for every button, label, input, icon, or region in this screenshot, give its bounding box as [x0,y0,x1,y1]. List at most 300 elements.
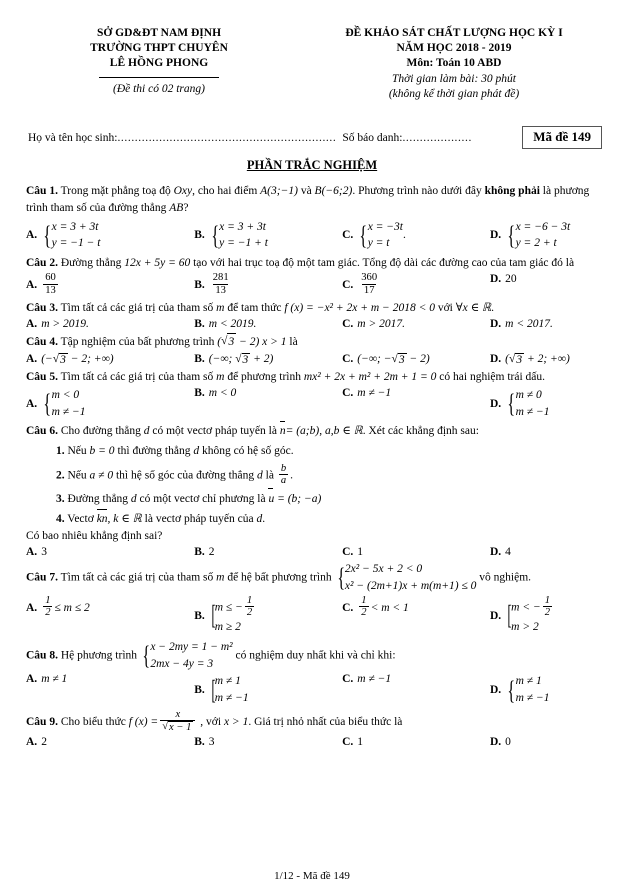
question-6-statements [26,443,606,528]
q4-opt-b-pre: (−∞; [208,352,236,365]
q1-opt-c-tail: . [403,229,406,242]
q2-opt-d-letter: D. [489,273,502,286]
q8-system: { x − 2my = 1 − m² 2mx − 4y = 3 [140,639,233,672]
q5-opt-d-letter: D. [489,397,502,410]
q7-opt-b-row2: m ≥ 2 [214,621,241,634]
q1-opt-a-system: { x = 3 + 3t y = −1 − t [41,219,100,252]
question-8 [26,639,606,707]
q3-opt-b-letter: B. [194,318,205,331]
q4-t3: là [289,336,298,349]
q3-opt-a-value: m > 2019. [41,318,89,331]
q6-prompt: Có bao nhiêu khẳng định sai? [26,530,163,543]
questions-container [0,183,624,748]
q6-s2-end: . [290,469,293,482]
q3-t7: . [491,302,495,315]
q5-equation: mx² + 2x + m² + 2m + 1 = 0 [303,370,437,383]
question-9 [26,710,606,748]
q7-opt-d-row1-pre: m < − [511,601,541,614]
q8-opt-a-value: m ≠ 1 [41,673,68,686]
q6-s4-num: 4. [56,512,65,525]
q3-param: m [216,302,225,315]
q4-opt-a-letter: A. [26,353,38,366]
q7-opt-d-cases: [ m < − $\frac{1}{2}$ m > 2 [505,596,554,637]
q8-opt-d-row1: m ≠ 1 [515,675,542,688]
q2-t3: tạo với hai trục toạ độ một tam giác. Tổng độ dài các đường cao của tam giác đó là [193,257,575,269]
q4-option-b[interactable] [194,353,342,366]
q1-option-d[interactable] [490,219,606,252]
q6-s2-num: 2. [56,469,65,482]
q1-opt-b-row2: y = −1 + t [219,237,268,250]
q4-option-c[interactable] [342,353,490,366]
q6-s1-tail: không có hệ số góc. [201,445,294,458]
q6-statement-4 [56,511,606,528]
q9-option-c[interactable] [342,736,490,748]
q1-opt-c-row1: x = −3t [367,220,404,233]
q5-option-d[interactable] [490,387,606,420]
q1-opt-b-system: { x = 3 + 3t y = −1 + t [209,219,268,252]
q1-pointA: A(3;−1) [260,185,298,198]
q6-option-a[interactable] [26,546,194,558]
q5-opt-c-value: m ≠ −1 [357,386,392,399]
q7-sys-row2: x² − (2m+1)x + m(m+1) ≤ 0 [344,579,477,592]
q4-opt-c-letter: C. [342,353,354,366]
q7-opt-b-cases: [ m ≤ − $\frac{1}{2}$ m ≥ 2 [209,596,256,637]
student-info-row [0,126,624,149]
question-4 [26,333,606,365]
q7-opt-a-post: ≤ m ≤ 2 [54,601,90,614]
q6-opt-d-value: 4 [505,546,511,559]
q7-opt-a-num: 1 [45,594,51,606]
q5-opt-d-row1: m ≠ 0 [515,388,542,401]
q4-opt-a-root: 3 [60,353,66,366]
q7-option-d[interactable] [490,596,606,637]
q7-opt-d-row1-den: 2 [544,607,551,618]
q7-opt-d-letter: D. [489,609,502,622]
question-1-text [26,183,606,218]
q1-option-a[interactable] [26,219,194,252]
q2-opt-b-fraction [211,272,231,296]
q4-opt-b-interval: (−∞; √ 3 + 2) [208,352,274,366]
q7-opt-b-row1-den: 2 [246,607,253,618]
q9-opt-c-value: 1 [357,735,364,748]
q1-opt-c-system: { x = −3t y = t [357,219,403,252]
q3-opt-a-letter: A. [26,318,38,331]
q6-t3: có một vectơ pháp tuyến là [152,425,277,438]
q3-opt-d-letter: D. [489,318,502,331]
q8-opt-c-value: m ≠ −1 [357,673,392,686]
q7-opt-c-den: 2 [361,607,367,618]
question-1-label: Câu 1. [26,185,58,198]
q2-option-c[interactable] [342,273,490,297]
q6-option-d[interactable] [490,546,606,558]
q6-s4-scaled-vector: kn [97,511,108,528]
q5-option-b[interactable] [194,387,342,399]
question-6-options [26,546,606,558]
q7-option-b[interactable] [194,596,342,637]
q7-opt-b-row1-num: 1 [246,594,253,606]
question-1-options [26,219,606,252]
q8-opt-b-row2: m ≠ −1 [214,692,249,705]
q3-t3: để tam thức [227,302,282,315]
q6-s3-direction-vector: u [268,491,274,508]
q1-t10: ? [183,202,189,215]
q4-opt-c-post: − 2) [406,352,430,365]
q5-option-c[interactable] [342,387,490,399]
section-title: PHẦN TRẮC NGHIỆM [246,158,378,173]
q5-param: m [216,370,225,383]
q6-t6: , [319,425,323,438]
q6-opt-c-value: 1 [357,546,364,559]
q1-t3: , cho hai điểm [192,185,258,198]
q7-option-a[interactable] [26,596,194,620]
q6-s4-mid: , k ∈ ℝ [107,512,142,525]
question-2-options [26,273,606,297]
q6-s3-tail: = (b; −a) [277,492,322,505]
q2-opt-a-den: 13 [45,284,56,296]
q2-t1: Đường thẳng [60,257,122,269]
exam-header [314,26,594,102]
question-3-options [26,318,606,330]
question-2 [26,255,606,297]
question-4-text [26,333,606,351]
q6-opt-b-value: 2 [208,546,215,559]
q4-inequality: ( √ 3 − 2) x > 1 [217,336,286,348]
q2-opt-b-letter: B. [194,279,205,292]
q8-opt-c-letter: C. [342,673,354,686]
q3-option-c[interactable] [342,318,490,330]
q8-opt-b-row1: m ≠ 1 [214,675,241,688]
q5-opt-b-letter: B. [194,386,205,399]
q9-frac-den: x − 1 [169,722,192,734]
question-3-text [26,300,606,317]
q4-opt-d-letter: D. [489,353,502,366]
q6-opt-d-letter: D. [489,546,502,559]
student-name-label: Họ và tên học sinh: [28,131,118,144]
q4-opt-d-pre: ( [505,352,509,365]
q4-opt-d-interval: ( √ 3 + 2; +∞) [505,352,570,366]
q6-line: d [143,425,150,438]
q6-s1-post: thì đường thẳng [117,445,191,458]
q9-option-d[interactable] [490,736,606,748]
q7-opt-a-letter: A. [26,601,38,614]
q6-t8: . Xét các khẳng định sau: [362,425,479,438]
question-6-text [26,423,606,440]
department-name: SỞ GD&ĐT NAM ĐỊNH [96,27,222,39]
q1-opt-a-row2: y = −1 − t [51,237,101,250]
q7-system: { 2x² − 5x + 2 < 0 x² − (2m+1)x + m(m+1) ≤ 0 [335,561,477,594]
page-count-note: (Đề thi có 02 trang) [113,82,205,95]
q2-opt-a-letter: A. [26,279,38,292]
q2-option-b[interactable] [194,273,342,297]
q6-s2-fraction [279,463,288,487]
q1-opt-d-row1: x = −6 − 3t [515,220,571,233]
q9-opt-d-value: 0 [505,735,511,748]
q6-s2-tail: là [265,469,274,482]
q8-opt-d-row2: m ≠ −1 [515,692,550,705]
q5-opt-d-row2: m ≠ −1 [515,405,550,418]
q7-opt-c-post: < m < 1 [370,601,409,614]
q9-opt-b-value: 3 [208,735,215,748]
q8-opt-d-system: { m ≠ 1 m ≠ −1 [505,673,549,706]
question-5-label: Câu 5. [26,370,58,383]
q5-opt-c-letter: C. [342,386,354,399]
q6-t1: Cho đường thẳng [60,425,141,438]
question-9-label: Câu 9. [26,715,58,728]
q8-sys-row1: x − 2my = 1 − m² [150,641,233,654]
q1-t1: Trong mặt phẳng toạ độ [60,185,171,198]
q1-option-b[interactable] [194,219,342,252]
q4-opt-b-post: + 2) [250,352,274,365]
q9-option-b[interactable] [194,736,342,748]
q6-s3-post: có một vectơ chỉ phương là [139,492,266,505]
q5-opt-a-row1: m < 0 [51,388,80,401]
student-name-field[interactable]: ............................................................... [117,131,337,144]
q2-opt-c-letter: C. [342,279,354,292]
school-year: NĂM HỌC 2018 - 2019 [396,42,512,55]
q8-option-c[interactable] [342,673,490,685]
q7-param: m [216,571,225,584]
question-3-label: Câu 3. [26,302,58,315]
q6-statement-3 [56,491,606,508]
q9-opt-d-letter: D. [489,735,502,748]
q5-opt-a-letter: A. [26,397,38,410]
q4-opt-c-root: 3 [398,353,405,366]
q8-opt-d-letter: D. [489,684,502,697]
q1-opt-c-row2: y = t [367,237,390,250]
q7-t4: vô nghiệm. [479,571,532,584]
question-8-options [26,673,606,706]
q5-opt-a-row2: m ≠ −1 [51,405,86,418]
q9-t1: Cho biểu thức [60,715,126,728]
question-5 [26,369,606,421]
q3-t5: với [437,302,453,315]
q8-sys-row2: 2mx − 4y = 3 [150,657,214,670]
question-3 [26,300,606,330]
q4-t1: Tập nghiệm của bất phương trình [60,336,215,349]
q4-opt-d-post: + 2; +∞) [524,352,570,365]
q6-option-b[interactable] [194,546,342,558]
question-7-options [26,596,606,637]
q6-s2-cond: a ≠ 0 [89,469,114,482]
q8-option-b[interactable] [194,673,342,706]
q7-option-c[interactable] [342,596,490,620]
q5-t1: Tìm tất cả các giá trị của tham số [60,370,214,383]
question-7-label: Câu 7. [26,571,58,584]
student-id-label: Số báo danh: [342,131,403,144]
q7-opt-d-row1-num: 1 [544,594,551,606]
q7-opt-c-letter: C. [342,601,354,614]
subject-line: Môn: Toán 10 ABD [406,57,502,70]
q6-s4-post: là vectơ pháp tuyến của [144,512,254,525]
q8-t1: Hệ phương trình [60,649,138,662]
q4-option-a[interactable] [26,353,194,366]
question-7 [26,561,606,636]
q8-opt-b-cases: [ m ≠ 1 m ≠ −1 [209,673,249,706]
q9-opt-b-letter: B. [194,735,205,748]
q2-opt-d-value: 20 [505,273,517,286]
q1-coordsys: Oxy [173,185,193,198]
question-8-text [26,639,606,672]
q9-t3: , với [200,715,222,728]
q7-t1: Tìm tất cả các giá trị của tham số [60,571,214,584]
q9-condition: x > 1 [223,715,249,728]
school-name: LÊ HỒNG PHONG [109,57,209,70]
q2-option-d[interactable] [490,273,606,285]
q6-opt-c-letter: C. [342,546,354,559]
school-type: TRƯỜNG THPT CHUYÊN [90,42,228,55]
q6-s4-pre: Vectơ [67,512,94,525]
q6-s4-tail: . [262,512,266,525]
question-2-text [26,255,606,272]
q3-opt-b-value: m < 2019. [208,318,257,331]
q6-s1-var: d [193,445,200,458]
q3-t1: Tìm tất cả các giá trị của tham số [60,302,214,315]
q1-t8: là phương trình tham số của đường thẳng [26,185,590,215]
q5-t5: có hai nghiệm trái dấu. [439,370,545,383]
q1-t7: . Phương trình nào dưới đây [352,185,482,198]
q4-opt-b-letter: B. [194,353,205,366]
q1-bold1: không [484,185,516,198]
q7-opt-b-letter: B. [194,609,205,622]
question-9-options [26,736,606,748]
question-9-text [26,710,606,735]
q4-opt-d-root: 3 [516,353,523,366]
q6-opt-a-value: 3 [41,546,47,559]
q3-option-a[interactable] [26,318,194,330]
school-header [34,26,284,102]
q1-option-c[interactable] [342,219,490,252]
q9-t5: . Giá trị nhỏ nhất của biểu thức là [248,715,403,728]
duration-note: (không kể thời gian phát đề) [388,87,520,100]
q6-s3-pre: Đường thẳng [67,492,129,505]
q5-opt-a-system: { m < 0 m ≠ −1 [41,387,85,420]
question-5-text [26,369,606,386]
q8-t2: có nghiệm duy nhất khi và chỉ khi: [235,649,396,662]
q8-option-d[interactable] [490,673,606,706]
q1-bold2: phải [518,185,540,198]
q2-option-a[interactable] [26,273,194,297]
question-6-label: Câu 6. [26,425,58,438]
q9-frac-num: x [175,708,181,720]
q6-option-c[interactable] [342,546,490,558]
q9-opt-a-letter: A. [26,735,38,748]
q2-opt-c-fraction [359,272,379,296]
q5-opt-b-value: m < 0 [208,386,237,399]
q3-option-d[interactable] [490,318,606,330]
q6-opt-a-letter: A. [26,546,38,559]
q4-option-d[interactable] [490,353,606,366]
q1-opt-d-letter: D. [489,229,502,242]
q6-s2-num-val: b [280,462,287,474]
q6-s4-var: d [256,512,263,525]
q3-opt-c-letter: C. [342,318,354,331]
q7-opt-c-fraction [359,595,368,619]
q4-opt-a-interval: (− √ 3 − 2; +∞) [41,352,114,366]
page-footer: 1/12 - Mã đề 149 [274,870,350,882]
q6-s1-num: 1. [56,445,65,458]
question-1 [26,183,606,252]
q2-opt-a-fraction [43,272,58,296]
q2-opt-b-num: 281 [212,272,229,284]
q7-t3: để hệ bất phương trình [227,571,332,584]
q1-opt-b-letter: B. [194,229,205,242]
q1-opt-b-row1: x = 3 + 3t [219,220,266,233]
q6-s3-num: 3. [56,492,65,505]
page-header [0,0,624,102]
question-8-label: Câu 8. [26,649,58,662]
q4-opt-c-interval: (−∞; − √ 3 − 2) [357,352,430,366]
q4-opt-c-pre: (−∞; − [357,352,392,365]
q6-s3-var: d [130,492,137,505]
q6-s1-pre: Nếu [67,445,87,458]
question-5-options [26,387,606,420]
q8-opt-a-letter: A. [26,673,38,686]
q1-opt-c-letter: C. [342,229,354,242]
q7-opt-d-row2: m > 2 [511,621,539,634]
q1-lineAB: AB [169,202,184,215]
q6-statement-2 [56,464,606,488]
q2-opt-b-den: 13 [215,284,226,296]
q6-statement-1 [56,443,606,460]
q6-s2-den-val: a [280,475,287,487]
q1-opt-d-system: { x = −6 − 3t y = 2 + t [505,219,570,252]
q2-opt-a-num: 60 [45,272,56,284]
q9-fx: f (x) = [128,715,159,728]
q2-opt-c-den: 17 [363,284,375,296]
q3-opt-d-value: m < 2017. [505,318,553,331]
exam-title: ĐỀ KHẢO SÁT CHẤT LƯỢNG HỌC KỲ I [345,27,563,39]
q3-domain: ∀x ∈ ℝ [455,302,492,315]
q9-option-a[interactable] [26,736,194,748]
q5-t3: để phương trình [227,370,301,383]
q1-pointB: B(−6;2) [314,185,353,198]
question-7-text [26,561,606,594]
q6-s2-post: thì hệ số góc của đường thẳng [115,469,255,482]
question-2-label: Câu 2. [26,257,58,269]
q1-opt-a-letter: A. [26,229,38,242]
q1-t5: và [300,185,312,198]
q3-expression: f (x) = −x² + 2x + m − 2018 < 0 [284,302,435,315]
q1-opt-a-row1: x = 3 + 3t [51,220,99,233]
q2-equation: 12x + 5y = 60 [124,257,191,269]
student-id-field[interactable]: .................... [402,131,472,144]
q4-opt-a-pre: (− [41,352,53,365]
q6-s2-pre: Nếu [67,469,87,482]
q9-opt-c-letter: C. [342,735,354,748]
duration-line: Thời gian làm bài: 30 phút [391,72,517,85]
q8-opt-b-letter: B. [194,684,205,697]
q3-option-b[interactable] [194,318,342,330]
q6-t5: = (a;b) [285,425,320,438]
q7-opt-a-fraction [43,595,52,619]
q9-fraction: x √ x − 1 [160,709,195,734]
q3-opt-c-value: m > 2017. [357,318,405,331]
q2-opt-c-num: 360 [361,272,378,284]
q7-sys-row1: 2x² − 5x + 2 < 0 [344,563,423,576]
q6-ab-domain: a,b ∈ ℝ [324,425,363,438]
q7-opt-b-row1-pre: m ≤ − [214,601,243,614]
question-4-label: Câu 4. [26,336,58,349]
q6-s1-cond: b = 0 [89,445,115,458]
q5-opt-d-system: { m ≠ 0 m ≠ −1 [505,387,549,420]
q9-opt-a-value: 2 [41,735,47,748]
q5-option-a[interactable] [26,387,194,420]
q1-opt-d-row2: y = 2 + t [515,237,557,250]
q7-opt-c-num: 1 [361,594,367,606]
q6-normal-vector: n [280,423,286,440]
q8-option-a[interactable] [26,673,194,685]
q4-opt-a-post: − 2; +∞) [67,352,114,365]
